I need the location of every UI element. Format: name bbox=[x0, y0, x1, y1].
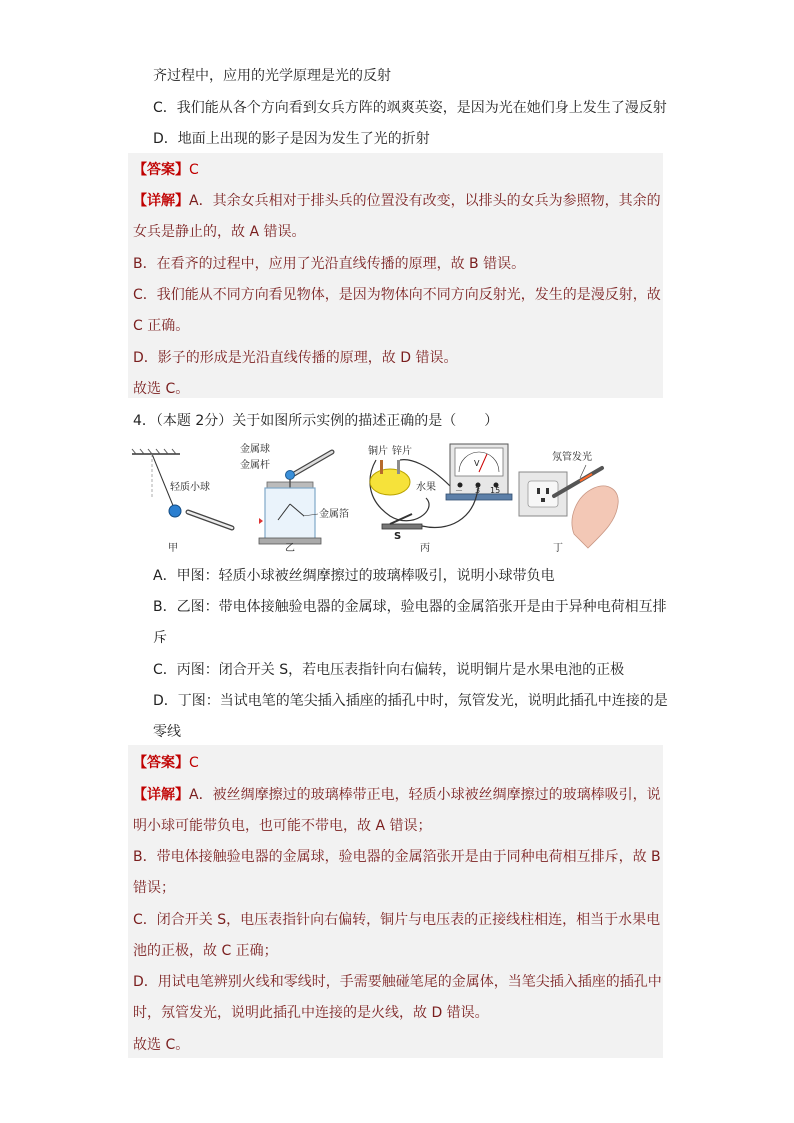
q4-detail-d-line1: D．用试电笔辨别火线和零线时，手需要触碰笔尾的金属体，当笔尖插入插座的插孔中 bbox=[133, 974, 662, 990]
q4-option-a: A．甲图：轻质小球被丝绸摩擦过的玻璃棒吸引，说明小球带负电 bbox=[153, 568, 555, 584]
q4-option-b-line1: B．乙图：带电体接触验电器的金属球，验电器的金属箔张开是由于异种电荷相互排 bbox=[153, 599, 667, 615]
q3-detail-a-line1 bbox=[133, 191, 661, 211]
switch-label: S bbox=[394, 531, 402, 542]
q4-detail-b-line1: B．带电体接触验电器的金属球，验电器的金属箔张开是由于同种电荷相互排斥，故 B bbox=[133, 849, 661, 865]
q3-detail-d: D．影子的形成是光沿直线传播的原理，故 D 错误。 bbox=[133, 350, 458, 366]
zinc-label: 锌片 bbox=[392, 446, 412, 457]
metal-foil-label: 金属箔 bbox=[319, 509, 349, 520]
figure-jia bbox=[132, 449, 232, 528]
q3-detail-a-line2: 女兵是静止的，故 A 错误。 bbox=[133, 224, 306, 240]
q4-option-b-line2: 斥 bbox=[153, 630, 167, 646]
q4-detail-c-line2: 池的正极，故 C 正确； bbox=[133, 943, 278, 959]
q4-detail-a-line1 bbox=[133, 785, 661, 805]
metal-rod-label: 金属杆 bbox=[240, 460, 270, 471]
detail-text: A．被丝绸摩擦过的玻璃棒带正电，轻质小球被丝绸摩擦过的玻璃棒吸引，说 bbox=[189, 787, 661, 803]
q4-option-c: C．丙图：闭合开关 S，若电压表指针向右偏转，说明铜片是水果电池的正极 bbox=[153, 662, 625, 678]
q3-option-b-continuation: 齐过程中，应用的光学原理是光的反射 bbox=[153, 68, 391, 84]
copper-label: 铜片 bbox=[368, 446, 388, 457]
answer-label: 【答案】 bbox=[133, 162, 189, 178]
metal-ball-icon bbox=[286, 471, 295, 480]
caption-yi: 乙 bbox=[285, 543, 295, 554]
q3-detail-b: B．在看齐的过程中，应用了光沿直线传播的原理，故 B 错误。 bbox=[133, 256, 526, 272]
q4-detail-b-line2: 错误； bbox=[133, 880, 175, 896]
ball-label: 轻质小球 bbox=[170, 482, 210, 493]
terminal-3: 3 bbox=[475, 486, 481, 495]
q3-answer bbox=[133, 160, 199, 180]
q3-option-c: C．我们能从各个方向看到女兵方阵的飒爽英姿，是因为光在她们身上发生了漫反射 bbox=[153, 100, 667, 116]
fruit-label: 水果 bbox=[416, 482, 436, 493]
hand-icon bbox=[572, 486, 618, 548]
detail-label: 【详解】 bbox=[133, 193, 189, 209]
terminal-minus: － bbox=[455, 486, 463, 495]
q3-detail-c-line2: C 正确。 bbox=[133, 318, 190, 334]
voltmeter-symbol: V bbox=[474, 459, 480, 468]
answer-value: C bbox=[189, 162, 199, 178]
caption-bing: 丙 bbox=[420, 543, 430, 554]
figure-bing bbox=[368, 444, 512, 542]
q4-detail-d-line2: 时，氖管发光，说明此插孔中连接的是火线，故 D 错误。 bbox=[133, 1005, 489, 1021]
caption-jia: 甲 bbox=[168, 543, 178, 554]
light-ball-icon bbox=[169, 505, 181, 517]
terminal-15: 15 bbox=[490, 486, 501, 495]
q3-conclusion: 故选 C。 bbox=[133, 381, 190, 397]
q3-detail-c-line1: C．我们能从不同方向看见物体，是因为物体向不同方向反射光，发生的是漫反射，故 bbox=[133, 287, 661, 303]
figure-yi bbox=[240, 442, 349, 544]
q4-detail-c-line1: C．闭合开关 S，电压表指针向右偏转，铜片与电压表的正接线柱相连，相当于水果电 bbox=[133, 912, 661, 928]
caption-ding: 丁 bbox=[553, 543, 563, 554]
q4-figure bbox=[128, 438, 668, 558]
detail-label: 【详解】 bbox=[133, 787, 189, 803]
neon-label: 氖管发光 bbox=[552, 452, 592, 463]
lemon-icon bbox=[370, 469, 410, 495]
answer-value: C bbox=[189, 755, 199, 771]
q4-stem: 4．（本题 2分）关于如图所示实例的描述正确的是（ ） bbox=[133, 413, 499, 429]
answer-label: 【答案】 bbox=[133, 755, 189, 771]
q4-option-d-line2: 零线 bbox=[153, 724, 181, 740]
q3-option-d: D．地面上出现的影子是因为发生了光的折射 bbox=[153, 131, 430, 147]
metal-ball-label: 金属球 bbox=[240, 444, 270, 455]
figure-ding bbox=[519, 450, 618, 548]
q4-answer bbox=[133, 753, 199, 773]
q4-detail-a-line2: 明小球可能带负电，也可能不带电，故 A 错误； bbox=[133, 818, 432, 834]
q4-option-d-line1: D．丁图：当试电笔的笔尖插入插座的插孔中时，氖管发光，说明此插孔中连接的是 bbox=[153, 693, 668, 709]
detail-text: A．其余女兵相对于排头兵的位置没有改变，以排头的女兵为参照物，其余的 bbox=[189, 193, 661, 209]
q4-conclusion: 故选 C。 bbox=[133, 1037, 190, 1053]
